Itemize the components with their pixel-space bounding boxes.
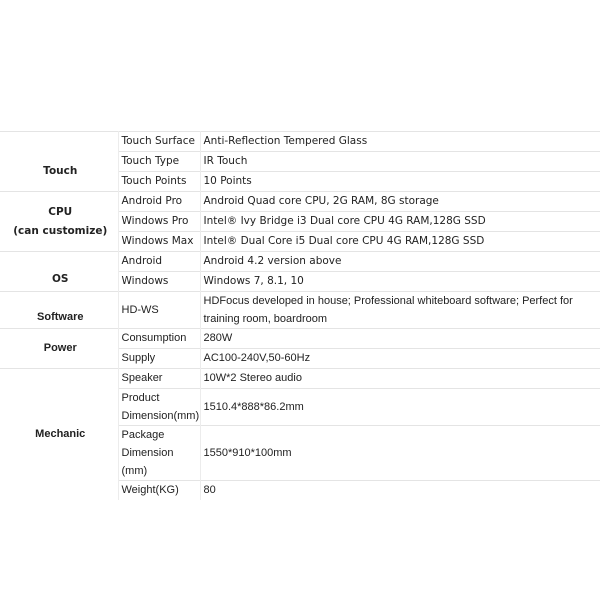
category-sublabel: (can customize) xyxy=(13,224,108,237)
spec-value: Intel® Ivy Bridge i3 Dual core CPU 4G RAM,128G SSD xyxy=(200,212,600,232)
category-label: OS xyxy=(52,273,69,285)
category-label: Software xyxy=(37,311,84,323)
spec-value: IR Touch xyxy=(200,152,600,172)
spec-value: Anti-Reflection Tempered Glass xyxy=(200,132,600,152)
spec-key: Weight(KG) xyxy=(118,481,200,501)
spec-table xyxy=(0,131,600,500)
spec-value: 280W xyxy=(200,329,600,349)
spec-key: Windows xyxy=(118,272,200,292)
category-touch xyxy=(0,132,118,192)
spec-key: Speaker xyxy=(118,369,200,389)
spec-value: Android Quad core CPU, 2G RAM, 8G storage xyxy=(200,192,600,212)
table-row xyxy=(0,329,600,349)
spec-value: Intel® Dual Core i5 Dual core CPU 4G RAM,128G SSD xyxy=(200,232,600,252)
spec-key: Android xyxy=(118,252,200,272)
table-row xyxy=(0,369,600,389)
spec-value: 10W*2 Stereo audio xyxy=(200,369,600,389)
category-os xyxy=(0,252,118,292)
category-mechanic xyxy=(0,369,118,501)
category-label: CPU xyxy=(48,205,73,218)
table-row xyxy=(0,132,600,152)
spec-value: 80 xyxy=(200,481,600,501)
category-label: Touch xyxy=(43,165,78,177)
category-label: Mechanic xyxy=(35,428,86,440)
spec-key: Touch Type xyxy=(118,152,200,172)
spec-key: Android Pro xyxy=(118,192,200,212)
spec-key: Supply xyxy=(118,349,200,369)
spec-key: Consumption xyxy=(118,329,200,349)
table-row xyxy=(0,252,600,272)
spec-value: 1550*910*100mm xyxy=(200,426,600,481)
category-cpu xyxy=(0,192,118,252)
spec-key: HD-WS xyxy=(118,292,200,329)
category-software xyxy=(0,292,118,329)
spec-key: Package Dimension (mm) xyxy=(118,426,200,481)
spec-key: Product Dimension(mm) xyxy=(118,389,200,426)
spec-value: Android 4.2 version above xyxy=(200,252,600,272)
category-label: Power xyxy=(43,342,77,354)
spec-key: Touch Points xyxy=(118,172,200,192)
table-row xyxy=(0,292,600,329)
spec-key: Windows Max xyxy=(118,232,200,252)
table-row xyxy=(0,192,600,212)
category-power xyxy=(0,329,118,369)
spec-value: HDFocus developed in house; Professional whiteboard software; Perfect for training room, boardroom xyxy=(200,292,600,329)
spec-value: Windows 7, 8.1, 10 xyxy=(200,272,600,292)
spec-key: Windows Pro xyxy=(118,212,200,232)
spec-key: Touch Surface xyxy=(118,132,200,152)
spec-value: 10 Points xyxy=(200,172,600,192)
spec-value: AC100-240V,50-60Hz xyxy=(200,349,600,369)
spec-value: 1510.4*888*86.2mm xyxy=(200,389,600,426)
